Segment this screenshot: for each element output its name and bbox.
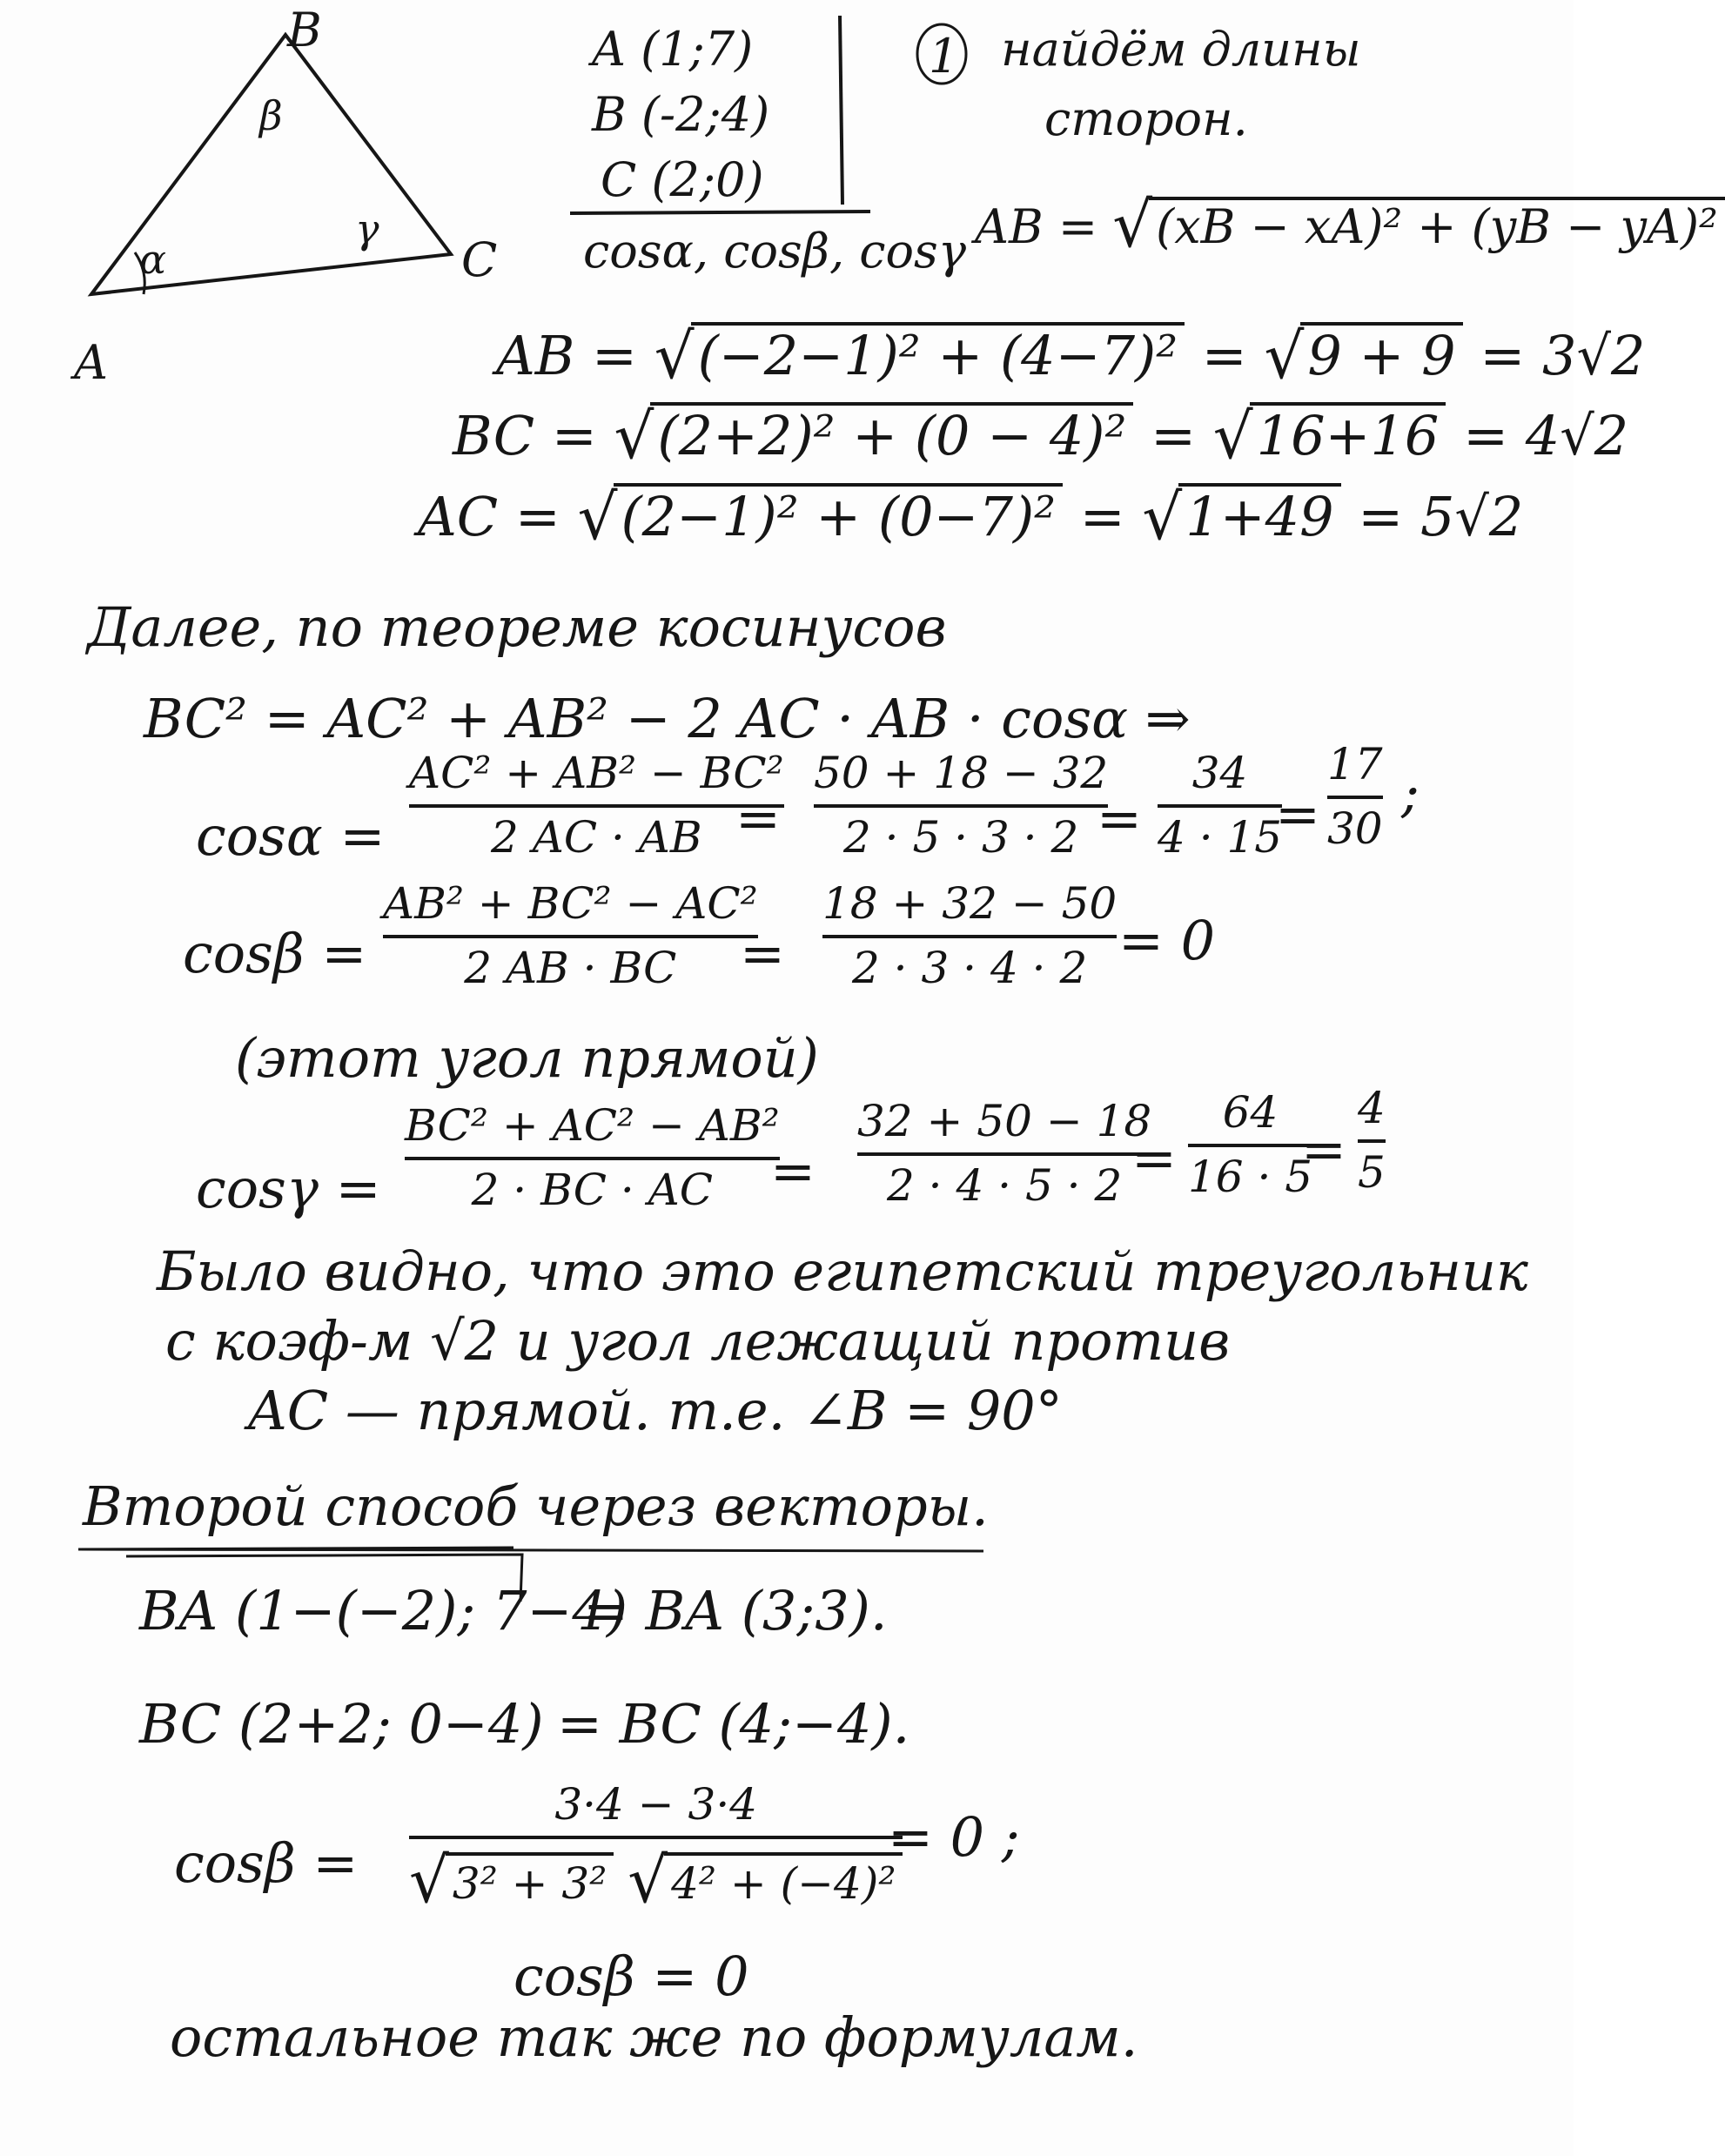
closing-note: остальное так же по формулам. bbox=[170, 2005, 1138, 2069]
side-ac-result: = 5√2 bbox=[1358, 485, 1524, 548]
cos-gamma-eq3: = bbox=[1301, 1118, 1346, 1181]
cos-gamma-fraction2 bbox=[857, 1097, 1151, 1211]
cos-beta-fraction2 bbox=[822, 879, 1117, 993]
method2-heading: Второй способ через векторы. bbox=[83, 1474, 989, 1538]
vector-ba-result: = BA (3;3). bbox=[583, 1579, 888, 1642]
side-bc-radicand2: 16+16 bbox=[1250, 402, 1446, 463]
cos-beta-vector-numerator: 3·4 − 3·4 bbox=[554, 1779, 758, 1830]
cos-alpha-fraction4 bbox=[1327, 740, 1383, 854]
given-separator-horizontal bbox=[570, 212, 870, 213]
cos-beta-denominator: 2 AB · BC bbox=[464, 942, 677, 993]
cos-beta-numerator2: 18 + 32 − 50 bbox=[822, 878, 1118, 929]
cos-alpha-denominator3: 4 · 15 bbox=[1158, 811, 1283, 863]
cos-gamma-denominator3: 16 · 5 bbox=[1188, 1151, 1313, 1202]
side-ab-lhs: AB = bbox=[496, 324, 637, 387]
vertex-b-label: B bbox=[287, 3, 322, 57]
side-ac-lhs: AC = bbox=[418, 485, 560, 548]
cos-alpha-numerator2: 50 + 18 − 32 bbox=[814, 748, 1109, 798]
given-separator-vertical bbox=[840, 16, 842, 205]
cos-alpha-fraction bbox=[409, 749, 784, 863]
right-angle-note: (этот угол прямой) bbox=[235, 1026, 819, 1090]
cos-beta-vector-denominator: √3² + 3² √4² + (−4)² bbox=[409, 1844, 903, 1917]
find-cosines: cosα, cosβ, cosγ bbox=[583, 224, 967, 279]
point-b-coords: B (-2;4) bbox=[592, 87, 770, 142]
cos-gamma-denominator: 2 · BC · AC bbox=[471, 1164, 714, 1215]
point-c-coords: C (2;0) bbox=[601, 152, 764, 207]
cosine-law-intro: Далее, по теореме косинусов bbox=[87, 595, 947, 659]
side-bc-result: = 4√2 bbox=[1463, 404, 1629, 467]
step-number: 1 bbox=[929, 29, 959, 84]
cos-alpha-denominator: 2 AC · AB bbox=[491, 811, 702, 863]
cos-alpha-denominator2: 2 · 5 · 3 · 2 bbox=[842, 811, 1079, 863]
cos-beta-eq1: = bbox=[740, 922, 785, 985]
cos-gamma-numerator2: 32 + 50 − 18 bbox=[857, 1096, 1152, 1146]
distance-formula-lhs: AB = bbox=[975, 199, 1098, 254]
cos-gamma-eq2: = bbox=[1131, 1126, 1177, 1190]
side-bc-line: BC = √(2+2)² + (0 − 4)² = √16+16 = 4√2 bbox=[453, 400, 1629, 473]
cos-gamma-fraction4 bbox=[1358, 1084, 1386, 1198]
conclusion-line3: AC — прямой. т.е. ∠B = 90° bbox=[248, 1379, 1063, 1442]
angle-alpha-label: α bbox=[139, 236, 167, 283]
cos-gamma-numerator: BC² + AC² − AB² bbox=[405, 1100, 780, 1151]
method2-underline bbox=[78, 1548, 513, 1549]
vertex-c-label: C bbox=[461, 232, 498, 287]
conclusion-line2: с коэф-м √2 и угол лежащий против bbox=[165, 1309, 1231, 1373]
cos-alpha-denominator4: 30 bbox=[1327, 803, 1383, 854]
cos-alpha-lhs: cosα = bbox=[196, 804, 386, 868]
cos-alpha-numerator: AC² + AB² − BC² bbox=[409, 748, 784, 798]
cos-gamma-numerator4: 4 bbox=[1358, 1083, 1386, 1133]
cos-gamma-fraction bbox=[405, 1101, 780, 1215]
cos-beta-numerator: AB² + BC² − AC² bbox=[383, 878, 758, 929]
cos-beta-result: = 0 bbox=[1118, 909, 1216, 972]
distance-formula-radicand: (xB − xA)² + (yB − yA)² bbox=[1149, 197, 1725, 251]
distance-formula: AB = √(xB − xA)² + (yB − yA)² bbox=[975, 193, 1725, 256]
step-heading-line1: найдём длины bbox=[1001, 22, 1361, 77]
cos-beta-final: cosβ = 0 bbox=[513, 1944, 749, 2008]
cos-beta-vector-result: = 0 ; bbox=[888, 1805, 1020, 1869]
side-bc-lhs: BC = bbox=[453, 404, 597, 467]
cos-beta-vector-den-a: 3² + 3² bbox=[446, 1852, 614, 1910]
side-ac-line: AC = √(2−1)² + (0−7)² = √1+49 = 5√2 bbox=[418, 480, 1524, 554]
cos-alpha-fraction3 bbox=[1158, 749, 1282, 863]
cos-gamma-fraction3 bbox=[1188, 1088, 1312, 1202]
cos-alpha-fraction2 bbox=[814, 749, 1108, 863]
cos-beta-lhs: cosβ = bbox=[183, 922, 367, 985]
cos-beta-fraction bbox=[383, 879, 758, 993]
cos-gamma-denominator4: 5 bbox=[1358, 1146, 1386, 1198]
vector-bc-definition: BC (2+2; 0−4) bbox=[139, 1692, 544, 1756]
conclusion-line1: Было видно, что это египетский треугольник bbox=[157, 1239, 1528, 1303]
vector-ba-definition: BA (1−(−2); 7−4) bbox=[139, 1579, 628, 1642]
side-ac-radicand: (2−1)² + (0−7)² bbox=[614, 483, 1063, 544]
cos-gamma-eq1: = bbox=[770, 1139, 816, 1203]
cos-gamma-denominator2: 2 · 4 · 5 · 2 bbox=[886, 1159, 1123, 1211]
cos-beta-vector-fraction bbox=[409, 1780, 903, 1916]
side-ab-radicand2: 9 + 9 bbox=[1300, 322, 1462, 383]
cos-alpha-numerator3: 34 bbox=[1191, 748, 1248, 798]
vertex-a-label: A bbox=[74, 335, 108, 390]
step-heading-line2: сторон. bbox=[1044, 91, 1248, 146]
cos-gamma-lhs: cosγ = bbox=[196, 1157, 381, 1220]
point-a-coords: A (1;7) bbox=[592, 22, 754, 77]
cos-alpha-eq1: = bbox=[735, 787, 781, 850]
angle-beta-label: β bbox=[259, 92, 283, 139]
side-ac-radicand2: 1+49 bbox=[1178, 483, 1340, 544]
cos-alpha-numerator4: 17 bbox=[1327, 739, 1383, 789]
cos-beta-vector-lhs: cosβ = bbox=[174, 1831, 359, 1895]
cosine-law-statement: BC² = AC² + AB² − 2 AC · AB · cosα ⇒ bbox=[144, 687, 1191, 750]
cos-alpha-tail: ; bbox=[1401, 761, 1420, 824]
cos-beta-vector-den-b: 4² + (−4)² bbox=[664, 1852, 903, 1910]
side-ab-radicand: (−2−1)² + (4−7)² bbox=[691, 322, 1185, 383]
cos-alpha-eq3: = bbox=[1275, 782, 1320, 846]
cos-gamma-numerator3: 64 bbox=[1222, 1087, 1279, 1138]
angle-gamma-label: γ bbox=[355, 205, 379, 252]
side-ab-line: AB = √(−2−1)² + (4−7)² = √9 + 9 = 3√2 bbox=[496, 319, 1646, 393]
cos-alpha-eq2: = bbox=[1097, 787, 1142, 850]
side-bc-radicand: (2+2)² + (0 − 4)² bbox=[650, 402, 1133, 463]
cos-beta-denominator2: 2 · 3 · 4 · 2 bbox=[851, 942, 1088, 993]
side-ab-result: = 3√2 bbox=[1480, 324, 1646, 387]
vector-bc-result: = BC (4;−4). bbox=[557, 1692, 910, 1756]
